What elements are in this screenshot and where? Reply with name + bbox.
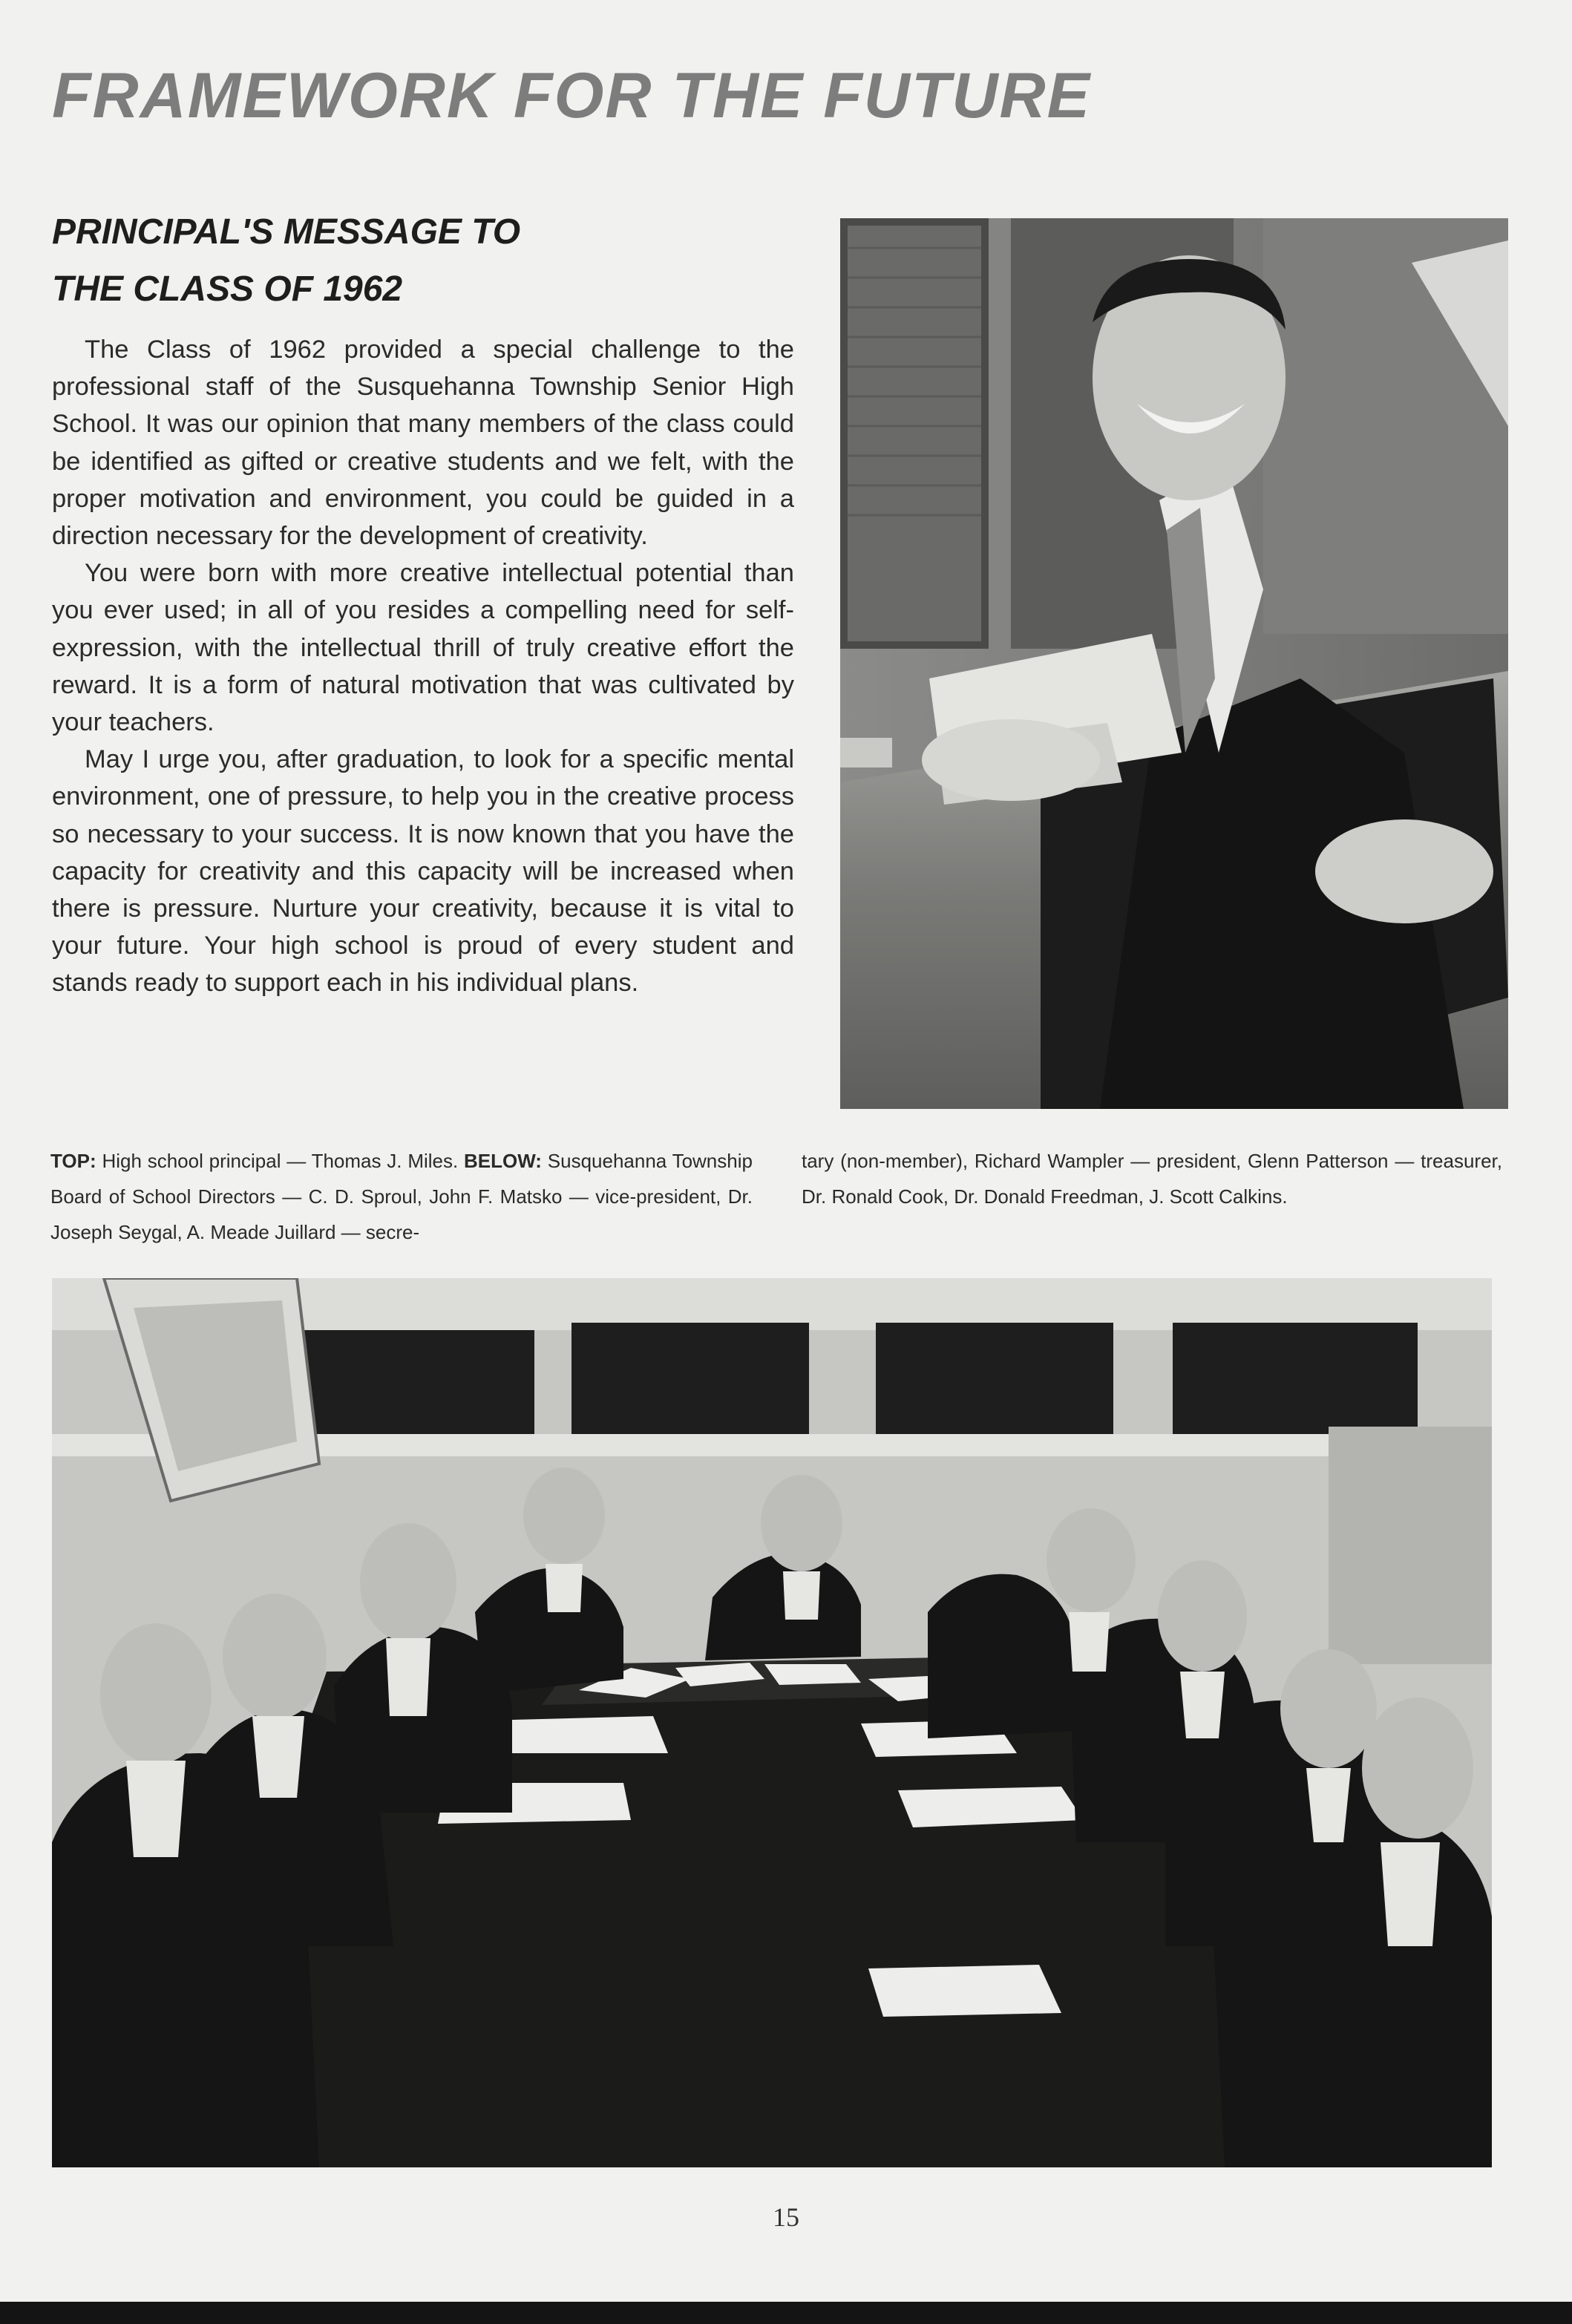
page-title: FRAMEWORK FOR THE FUTURE bbox=[52, 60, 1091, 131]
caption-below-text-b: tary (non-member), Richard Wampler — president, Glenn Patterson — treasurer, Dr. Ronald Cook, Dr. Donald Freedman, J. Scott Calkins. bbox=[802, 1150, 1502, 1208]
caption-top-label: TOP: bbox=[50, 1150, 96, 1172]
message-paragraph-3: May I urge you, after graduation, to look for a specific mental environment, one of pressure, to help you in the creative process so necessary to your success. It is now known that you have the capacity for creativity and this capacity will be increased when there is pressure. Nurture your creativity, because it is vital to your future. Your high school is proud of every student and stands ready to support each in his individual plans. bbox=[52, 745, 794, 998]
page-number: 15 bbox=[773, 2202, 799, 2232]
board-photo bbox=[52, 1278, 1492, 2167]
principal-photo bbox=[840, 218, 1508, 1109]
principal-message bbox=[52, 331, 794, 1002]
article-heading-line1: PRINCIPAL'S MESSAGE TO bbox=[52, 212, 521, 252]
photo-caption-right bbox=[802, 1143, 1502, 1214]
photo-caption-left bbox=[50, 1143, 753, 1250]
caption-top-text: High school principal — Thomas J. Miles. bbox=[102, 1150, 459, 1172]
caption-below-label: BELOW: bbox=[464, 1150, 542, 1172]
page-bottom-edge bbox=[0, 2302, 1572, 2324]
caption-below-text-a: Susquehanna Township Board of School Directors — C. D. Sproul, John F. Matsko — vice-president, Dr. Joseph Seygal, A. Meade Juillard — secre- bbox=[50, 1150, 753, 1243]
message-paragraph-2: You were born with more creative intellectual potential than you ever used; in all of you resides a compelling need for self-expression, with the intellectual thrill of truly creative effort the reward. It is a form of natural motivation that was cultivated by your teachers. bbox=[52, 559, 794, 737]
article-heading-line2: THE CLASS OF 1962 bbox=[52, 269, 403, 309]
message-paragraph-1: The Class of 1962 provided a special challenge to the professional staff of the Susquehanna Township Senior High School. It was our opinion that many members of the class could be identified as gifted or creative students and we felt, with the proper motivation and environment, you could be guided in a direction necessary for the development of creativity. bbox=[52, 335, 794, 551]
